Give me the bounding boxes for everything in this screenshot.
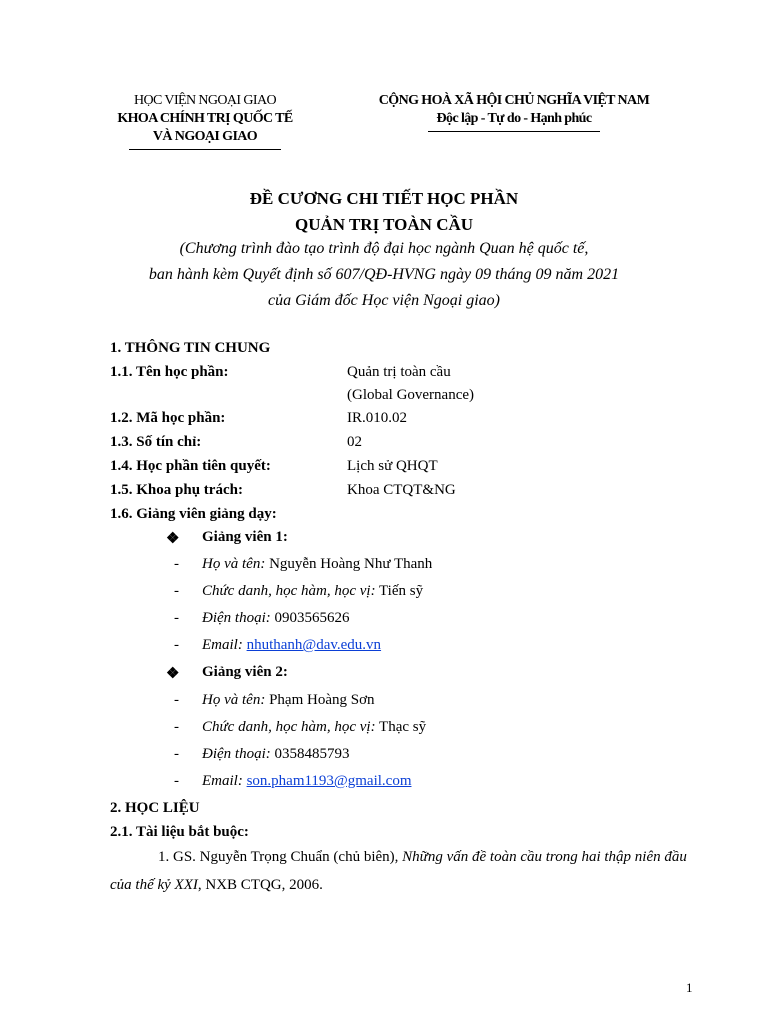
lecturer-1-name: Nguyễn Hoàng Như Thanh [269,556,433,572]
motto: Độc lập - Tự do - Hạnh phúc [436,111,592,126]
list-dash: - [174,692,179,708]
section-2-heading: 2. HỌC LIỆU [110,800,200,816]
issuer-faculty: KHOA CHÍNH TRỊ QUỐC TẾ [117,111,293,126]
list-dash: - [174,637,179,653]
section-1-heading: 1. THÔNG TIN CHUNG [110,340,271,356]
country-name: CỘNG HOÀ XÃ HỘI CHỦ NGHĨA VIỆT NAM [378,93,650,108]
course-name-value: Quản trị toàn cầu [347,364,451,380]
lecturer-1-name-row [202,556,432,573]
lecturer-1-title: Tiến sỹ [379,583,424,599]
prereq-label: 1.4. Học phần tiên quyết: [110,458,271,474]
credits-value: 02 [347,434,362,450]
phone-label: Điện thoại: [202,610,271,626]
national-motto-block [355,92,673,132]
lecturer-2-email-row [202,773,411,790]
lecturer-2-heading: Giảng viên 2: [202,664,288,680]
issuer-underline [129,149,281,150]
page-number: 1 [686,980,693,995]
lecturer-2-email-link[interactable]: son.pham1193@gmail.com [246,773,412,789]
lecturer-2-phone: 0358485793 [274,746,350,762]
reference-1-title: Những vấn đề toàn cầu trong hai thập niên đầu của thế kỷ XXI [110,849,687,893]
credits-label: 1.3. Số tín chỉ: [110,434,202,450]
list-dash: - [174,583,179,599]
lecturer-2-name: Phạm Hoàng Sơn [269,692,375,708]
phone-label: Điện thoại: [202,746,271,762]
reference-1-suffix: , NXB CTQG, 2006. [197,877,323,893]
issuer-faculty-cont: VÀ NGOẠI GIAO [152,129,258,144]
course-title: QUẢN TRỊ TOÀN CẦU [294,215,474,234]
diamond-bullet-icon: ❖ [166,666,180,682]
lecturer-2-name-row [202,692,375,709]
subtitle-line-1: (Chương trình đào tạo trình độ đại học ngành Quan hệ quốc tế, [179,240,589,257]
list-dash: - [174,746,179,762]
lecturer-1-email-row [202,637,381,654]
email-label: Email: [202,773,243,789]
course-code-label: 1.2. Mã học phần: [110,410,226,426]
issuer-block [96,92,314,150]
lecturer-1-heading: Giảng viên 1: [202,529,288,545]
lecturer-1-phone-row [202,610,350,627]
lecturer-1-phone: 0903565626 [274,610,350,626]
issuer-academy: HỌC VIỆN NGOẠI GIAO [134,93,276,108]
list-dash: - [174,719,179,735]
list-dash: - [174,556,179,572]
required-materials-label: 2.1. Tài liệu bắt buộc: [110,824,249,840]
title-label: Chức danh, học hàm, học vị: [202,583,376,599]
diamond-bullet-icon: ❖ [166,531,180,547]
prereq-value: Lịch sử QHQT [347,458,438,474]
course-name-label: 1.1. Tên học phần: [110,364,229,380]
lecturer-2-title-row [202,719,426,736]
faculty-label: 1.5. Khoa phụ trách: [110,482,243,498]
course-name-en: (Global Governance) [347,387,475,403]
reference-1-prefix: 1. GS. Nguyễn Trọng Chuẩn (chủ biên), [158,849,403,865]
lecturers-label: 1.6. Giảng viên giảng dạy: [110,506,277,522]
faculty-value: Khoa CTQT&NG [347,482,456,498]
title-label: Chức danh, học hàm, học vị: [202,719,376,735]
lecturer-2-phone-row [202,746,350,763]
subtitle-line-3: của Giám đốc Học viện Ngoại giao) [268,292,500,309]
name-label: Họ và tên: [202,692,266,708]
list-dash: - [174,610,179,626]
motto-underline [428,131,600,132]
name-label: Họ và tên: [202,556,266,572]
reference-1 [110,843,690,899]
document-title: ĐỀ CƯƠNG CHI TIẾT HỌC PHẦN [249,189,519,208]
lecturer-1-title-row [202,583,423,600]
list-dash: - [174,773,179,789]
lecturer-2-title: Thạc sỹ [379,719,427,735]
subtitle-line-2: ban hành kèm Quyết định số 607/QĐ-HVNG ngày 09 tháng 09 năm 2021 [148,266,620,283]
course-code-value: IR.010.02 [347,410,407,426]
lecturer-1-email-link[interactable]: nhuthanh@dav.edu.vn [246,637,382,653]
email-label: Email: [202,637,243,653]
